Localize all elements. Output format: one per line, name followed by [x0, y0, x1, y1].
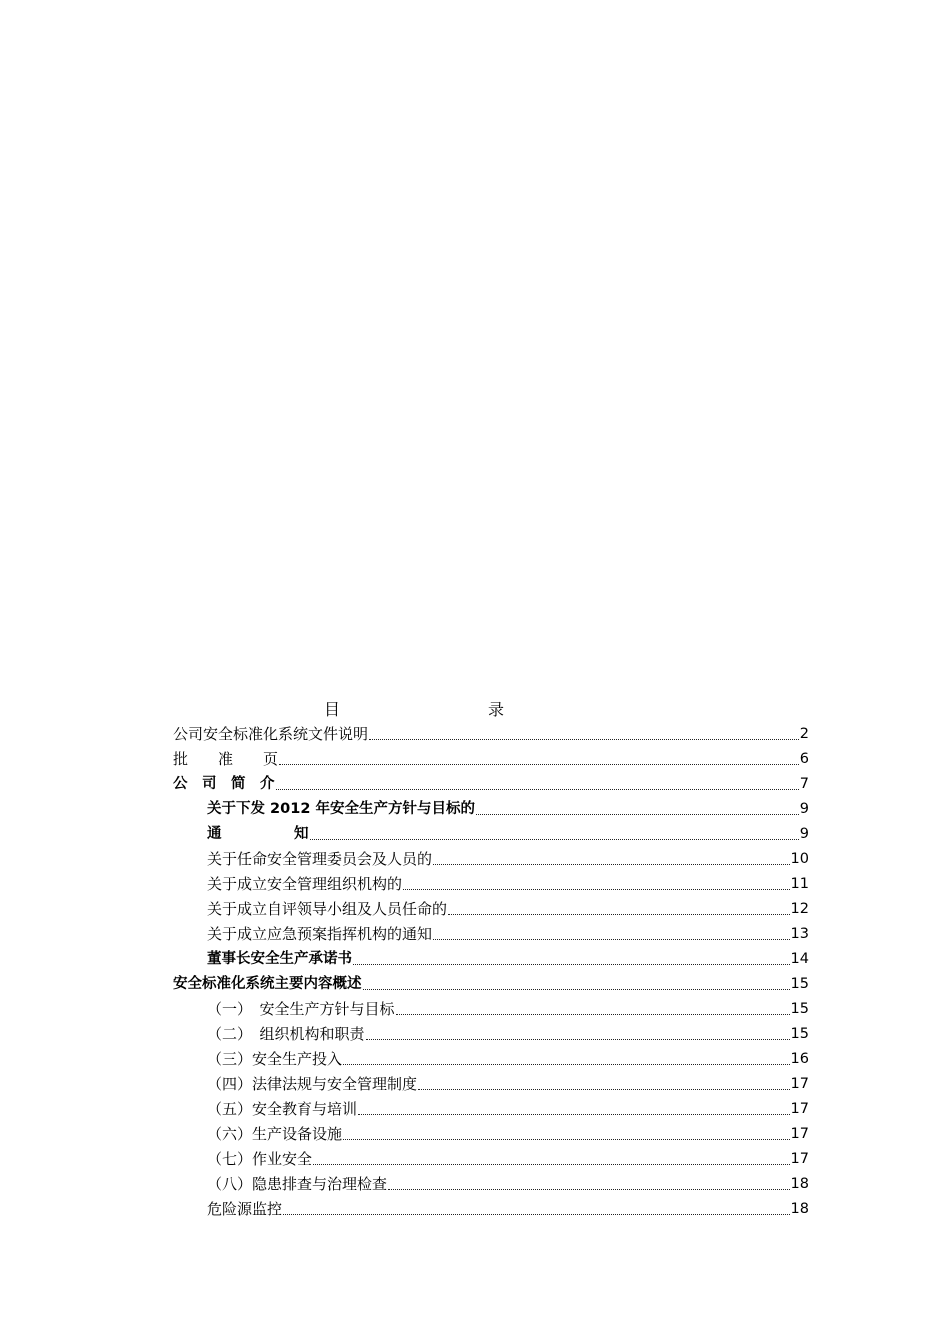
toc-entry-page: 2	[799, 726, 809, 742]
toc-entry-text: 公 司 简 介	[173, 776, 275, 792]
toc-leader-dots	[353, 963, 790, 965]
toc-entry[interactable]	[173, 722, 809, 746]
toc-entry-page: 16	[790, 1051, 809, 1067]
toc-entry-page: 12	[790, 901, 809, 917]
toc-entry[interactable]	[207, 1197, 809, 1221]
toc-entry[interactable]	[207, 872, 809, 896]
toc-leader-dots	[433, 863, 790, 865]
toc-entry-page: 6	[799, 751, 809, 767]
toc-leader-dots	[276, 788, 799, 790]
toc-entry-text: 关于任命安全管理委员会及人员的	[207, 850, 433, 868]
toc-entry-text: 公司安全标准化系统文件说明	[173, 725, 369, 743]
toc-entry-page: 7	[799, 776, 809, 792]
toc-entry[interactable]	[207, 847, 809, 871]
toc-entry[interactable]	[173, 747, 809, 771]
toc-leader-dots	[310, 838, 799, 840]
toc-entry-text: 通 知	[207, 826, 309, 842]
toc-entry-text: 批 准 页	[173, 750, 279, 768]
toc-entry-page: 9	[799, 801, 809, 817]
toc-entry[interactable]	[207, 922, 809, 946]
toc-entry[interactable]	[207, 997, 809, 1021]
toc-entry[interactable]	[207, 1147, 809, 1171]
toc-entry-page: 14	[790, 951, 809, 967]
toc-entry-page: 15	[790, 1001, 809, 1017]
toc-entry[interactable]	[207, 1072, 809, 1096]
toc-leader-dots	[418, 1088, 790, 1090]
toc-leader-dots	[369, 738, 799, 740]
toc-entry-page: 10	[790, 851, 809, 867]
toc-entry-text: 关于成立应急预案指挥机构的通知	[207, 925, 433, 943]
toc-entry[interactable]	[207, 897, 809, 921]
toc-leader-dots	[433, 938, 790, 940]
toc-entry[interactable]	[173, 772, 809, 796]
toc-entry[interactable]	[207, 822, 809, 846]
toc-leader-dots	[283, 1213, 790, 1215]
toc-entry[interactable]	[207, 1097, 809, 1121]
toc-leader-dots	[388, 1188, 790, 1190]
toc-entry-page: 17	[790, 1151, 809, 1167]
toc-leader-dots	[476, 813, 799, 815]
toc-heading-char-1: 目	[324, 700, 341, 719]
toc-entry-text: 关于成立安全管理组织机构的	[207, 875, 403, 893]
toc-entry[interactable]	[207, 1022, 809, 1046]
toc-entry-text: （一） 安全生产方针与目标	[207, 1000, 395, 1018]
toc-entry-page: 18	[790, 1176, 809, 1192]
toc-entry-text: （四）法律法规与安全管理制度	[207, 1075, 418, 1093]
toc-leader-dots	[358, 1113, 790, 1115]
toc-entry-text: （七）作业安全	[207, 1150, 313, 1168]
toc-entry[interactable]	[207, 947, 809, 971]
toc-entry-text: 安全标准化系统主要内容概述	[173, 976, 362, 992]
toc-leader-dots	[403, 888, 790, 890]
toc-entry-page: 11	[790, 876, 809, 892]
toc-entry-text: （六）生产设备设施	[207, 1125, 343, 1143]
toc-entry[interactable]	[207, 1172, 809, 1196]
toc-entry-text: （八）隐患排查与治理检查	[207, 1175, 388, 1193]
toc-entry-text: （三）安全生产投入	[207, 1050, 343, 1068]
toc-entry[interactable]	[207, 1047, 809, 1071]
toc-entry[interactable]	[207, 1122, 809, 1146]
toc-leader-dots	[279, 763, 799, 765]
toc-entry-page: 17	[790, 1076, 809, 1092]
toc-leader-dots	[448, 913, 790, 915]
toc-entry-text: 关于成立自评领导小组及人员任命的	[207, 900, 448, 918]
toc-entry-page: 13	[790, 926, 809, 942]
toc-leader-dots	[396, 1013, 790, 1015]
toc-entry-page: 9	[799, 826, 809, 842]
toc-entry-page: 15	[790, 1026, 809, 1042]
toc-entry-text: （二） 组织机构和职责	[207, 1025, 365, 1043]
toc-entry[interactable]	[173, 972, 809, 996]
toc-heading-char-2: 录	[488, 700, 505, 719]
toc-leader-dots	[343, 1063, 790, 1065]
toc-entry-page: 17	[790, 1126, 809, 1142]
toc-leader-dots	[313, 1163, 790, 1165]
toc-entry-page: 15	[790, 976, 809, 992]
toc-leader-dots	[363, 988, 790, 990]
toc-entry-text: 危险源监控	[207, 1200, 283, 1218]
toc-entry-page: 17	[790, 1101, 809, 1117]
toc-leader-dots	[366, 1038, 790, 1040]
toc-entry-text: 董事长安全生产承诺书	[207, 951, 352, 967]
toc-heading	[300, 699, 550, 721]
toc-leader-dots	[343, 1138, 790, 1140]
toc-entry[interactable]	[207, 797, 809, 821]
toc-entry-text: 关于下发 2012 年安全生产方针与目标的	[207, 801, 475, 817]
toc-entry-text: （五）安全教育与培训	[207, 1100, 358, 1118]
toc-entry-page: 18	[790, 1201, 809, 1217]
